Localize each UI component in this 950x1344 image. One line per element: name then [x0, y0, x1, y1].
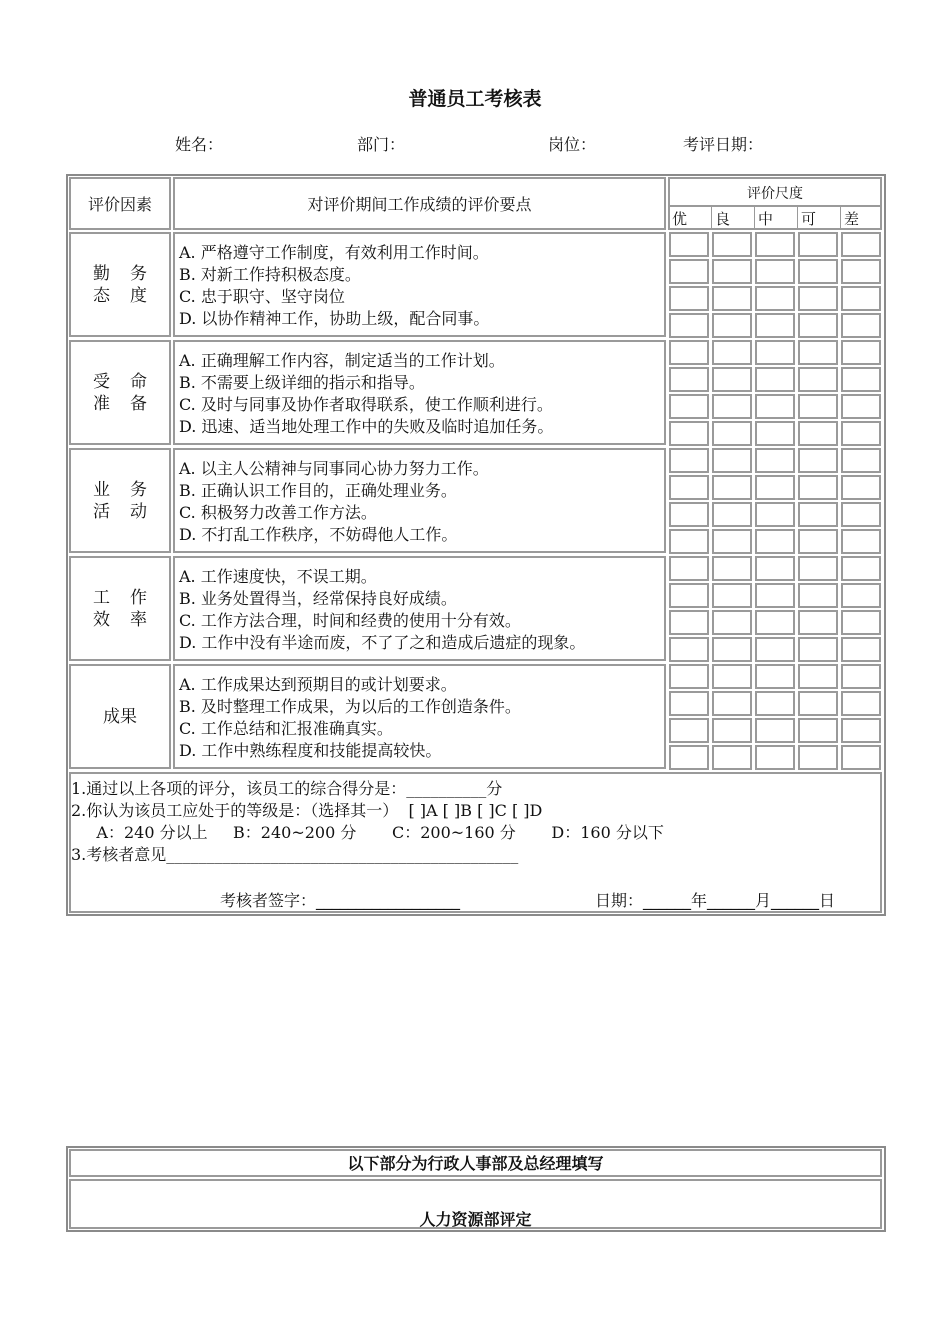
dept-label: 部门： — [357, 135, 406, 154]
rating-box-excellent[interactable] — [669, 475, 709, 500]
factor-assignment-preparation: 受命 准备 — [69, 340, 171, 445]
rating-box-poor[interactable] — [841, 475, 881, 500]
list-item: C. 工作总结和汇报准确真实。 — [179, 719, 393, 738]
rating-box-good[interactable] — [712, 610, 752, 635]
rating-box-poor[interactable] — [841, 259, 881, 284]
scale-label-poor: 差 — [844, 210, 860, 228]
list-item: A. 工作速度快，不误工期。 — [179, 567, 377, 586]
rating-box-good[interactable] — [712, 556, 752, 581]
rating-box-poor[interactable] — [841, 718, 881, 743]
total-score-line: 1.通过以上各项的评分，该员工的综合得分是：__________分 — [71, 779, 503, 798]
points-work-efficiency — [173, 556, 666, 661]
rating-box-good[interactable] — [712, 691, 752, 716]
name-label: 姓名： — [175, 135, 224, 154]
rating-box-poor[interactable] — [841, 529, 881, 554]
grade-select-line: 2.你认为该员工应处于的等级是：（选择其一） [ ]A [ ]B [ ]C [ ]D — [71, 801, 543, 820]
rating-box-fair[interactable] — [798, 421, 838, 446]
factor-results: 成果 — [69, 664, 171, 769]
rating-box-fair[interactable] — [798, 286, 838, 311]
rating-box-good[interactable] — [712, 340, 752, 365]
rating-box-good[interactable] — [712, 664, 752, 689]
rating-box-excellent[interactable] — [669, 691, 709, 716]
rating-box-excellent[interactable] — [669, 313, 709, 338]
rating-box-poor[interactable] — [841, 340, 881, 365]
rating-box-good[interactable] — [712, 313, 752, 338]
signature-date: 日期：______年______月______日 — [595, 891, 836, 910]
hr-header-label: 以下部分为行政人事部及总经理填写 — [347, 1154, 604, 1173]
list-item: D. 工作中熟练程度和技能提高较快。 — [179, 741, 442, 760]
rating-box-fair[interactable] — [798, 529, 838, 554]
list-item: C. 工作方法合理，时间和经费的使用十分有效。 — [179, 611, 521, 630]
rating-box-average[interactable] — [755, 232, 795, 257]
rating-box-poor[interactable] — [841, 637, 881, 662]
rating-box-average[interactable] — [755, 448, 795, 473]
rating-box-good[interactable] — [712, 502, 752, 527]
rating-box-fair[interactable] — [798, 556, 838, 581]
header-points-label: 对评价期间工作成绩的评价要点 — [307, 195, 532, 214]
points-results — [173, 664, 666, 769]
rating-box-average[interactable] — [755, 367, 795, 392]
rating-box-average[interactable] — [755, 583, 795, 608]
scale-title: 评价尺度 — [747, 186, 803, 202]
scale-label-fair: 可 — [801, 210, 817, 228]
rating-box-average[interactable] — [755, 556, 795, 581]
rating-box-good[interactable] — [712, 232, 752, 257]
rating-box-fair[interactable] — [798, 637, 838, 662]
rating-box-excellent[interactable] — [669, 610, 709, 635]
rating-box-fair[interactable] — [798, 718, 838, 743]
rating-box-excellent[interactable] — [669, 286, 709, 311]
rating-box-poor[interactable] — [841, 583, 881, 608]
rating-box-excellent[interactable] — [669, 259, 709, 284]
rating-box-good[interactable] — [712, 529, 752, 554]
rating-box-excellent[interactable] — [669, 448, 709, 473]
rating-box-excellent[interactable] — [669, 340, 709, 365]
rating-box-average[interactable] — [755, 259, 795, 284]
rating-box-average[interactable] — [755, 664, 795, 689]
rating-box-good[interactable] — [712, 745, 752, 770]
rating-box-fair[interactable] — [798, 313, 838, 338]
scale-label-excellent: 优 — [672, 210, 688, 228]
header-points — [173, 177, 666, 230]
rating-box-excellent[interactable] — [669, 529, 709, 554]
rating-box-poor[interactable] — [841, 556, 881, 581]
rating-box-average[interactable] — [755, 421, 795, 446]
rating-box-poor[interactable] — [841, 421, 881, 446]
date-label: 考评日期： — [683, 135, 764, 154]
rating-box-fair[interactable] — [798, 259, 838, 284]
list-item: A. 严格遵守工作制度，有效利用工作时间。 — [179, 243, 489, 262]
rating-box-good[interactable] — [712, 286, 752, 311]
rating-box-poor[interactable] — [841, 313, 881, 338]
rating-box-fair[interactable] — [798, 394, 838, 419]
points-assignment-preparation — [173, 340, 666, 445]
factor-business-activity: 业务 活动 — [69, 448, 171, 553]
list-item: B. 对新工作持积极态度。 — [179, 265, 361, 284]
rating-box-excellent[interactable] — [669, 232, 709, 257]
list-item: A. 工作成果达到预期目的或计划要求。 — [179, 675, 457, 694]
rating-box-average[interactable] — [755, 637, 795, 662]
rating-box-excellent[interactable] — [669, 394, 709, 419]
rating-box-average[interactable] — [755, 610, 795, 635]
list-item: B. 正确认识工作目的，正确处理业务。 — [179, 481, 457, 500]
rating-box-good[interactable] — [712, 637, 752, 662]
summary-text — [71, 778, 664, 866]
rating-box-good[interactable] — [712, 259, 752, 284]
rating-box-average[interactable] — [755, 394, 795, 419]
rating-box-excellent[interactable] — [669, 718, 709, 743]
hr-header — [69, 1149, 882, 1177]
post-label: 岗位： — [548, 135, 597, 154]
rating-box-fair[interactable] — [798, 664, 838, 689]
rating-box-fair[interactable] — [798, 691, 838, 716]
rating-box-average[interactable] — [755, 691, 795, 716]
rating-box-poor[interactable] — [841, 448, 881, 473]
rating-box-average[interactable] — [755, 286, 795, 311]
rating-box-good[interactable] — [712, 421, 752, 446]
header-factor — [69, 177, 171, 230]
list-item: A. 正确理解工作内容，制定适当的工作计划。 — [179, 351, 505, 370]
rating-box-excellent[interactable] — [669, 664, 709, 689]
factor-work-efficiency: 工作 效率 — [69, 556, 171, 661]
rating-box-good[interactable] — [712, 367, 752, 392]
scale-divider — [668, 205, 882, 207]
rating-box-average[interactable] — [755, 340, 795, 365]
grade-legend-line: A：240 分以上 B：240~200 分 C：200~160 分 D：160 分以下 — [71, 823, 664, 842]
rating-box-average[interactable] — [755, 745, 795, 770]
hr-evaluation — [69, 1179, 882, 1229]
rating-box-good[interactable] — [712, 448, 752, 473]
rating-box-good[interactable] — [712, 475, 752, 500]
rating-box-fair[interactable] — [798, 367, 838, 392]
rating-box-average[interactable] — [755, 502, 795, 527]
hr-evaluation-label: 人力资源部评定 — [419, 1210, 532, 1229]
rating-box-average[interactable] — [755, 718, 795, 743]
list-item: D. 不打乱工作秩序，不妨碍他人工作。 — [179, 525, 458, 544]
list-item: B. 业务处置得当，经常保持良好成绩。 — [179, 589, 457, 608]
factor-attendance-attitude: 勤务 态度 — [69, 232, 171, 337]
rating-box-good[interactable] — [712, 718, 752, 743]
scale-label-average: 中 — [758, 210, 774, 228]
rating-box-excellent[interactable] — [669, 421, 709, 446]
rating-box-fair[interactable] — [798, 340, 838, 365]
rating-box-poor[interactable] — [841, 502, 881, 527]
rating-box-excellent[interactable] — [669, 556, 709, 581]
list-item: D. 迅速、适当地处理工作中的失败及临时追加任务。 — [179, 417, 554, 436]
reviewer-signature: 考核者签字：__________________ — [220, 891, 461, 910]
reviewer-opinion-line: 3.考核者意见____________________________________________ — [71, 845, 519, 864]
list-item: C. 及时与同事及协作者取得联系，使工作顺利进行。 — [179, 395, 553, 414]
rating-box-fair[interactable] — [798, 610, 838, 635]
rating-box-excellent[interactable] — [669, 745, 709, 770]
rating-box-fair[interactable] — [798, 583, 838, 608]
list-item: B. 不需要上级详细的指示和指导。 — [179, 373, 425, 392]
points-attendance-attitude — [173, 232, 666, 337]
rating-box-good[interactable] — [712, 583, 752, 608]
list-item: A. 以主人公精神与同事同心协力努力工作。 — [179, 459, 489, 478]
rating-box-average[interactable] — [755, 529, 795, 554]
list-item: B. 及时整理工作成果，为以后的工作创造条件。 — [179, 697, 521, 716]
rating-box-excellent[interactable] — [669, 583, 709, 608]
list-item: D. 工作中没有半途而废，不了了之和造成后遗症的现象。 — [179, 633, 586, 652]
rating-box-poor[interactable] — [841, 664, 881, 689]
rating-box-poor[interactable] — [841, 610, 881, 635]
list-item: C. 忠于职守、坚守岗位 — [179, 287, 345, 306]
rating-box-excellent[interactable] — [669, 502, 709, 527]
rating-box-good[interactable] — [712, 394, 752, 419]
rating-box-poor[interactable] — [841, 394, 881, 419]
page-title: 普通员工考核表 — [408, 88, 542, 110]
rating-box-excellent[interactable] — [669, 367, 709, 392]
rating-box-fair[interactable] — [798, 232, 838, 257]
rating-box-poor[interactable] — [841, 367, 881, 392]
rating-box-average[interactable] — [755, 313, 795, 338]
points-business-activity — [173, 448, 666, 553]
rating-box-poor[interactable] — [841, 745, 881, 770]
rating-box-fair[interactable] — [798, 745, 838, 770]
rating-box-poor[interactable] — [841, 232, 881, 257]
list-item: C. 积极努力改善工作方法。 — [179, 503, 377, 522]
rating-box-fair[interactable] — [798, 475, 838, 500]
rating-box-fair[interactable] — [798, 448, 838, 473]
header-factor-label: 评价因素 — [87, 195, 152, 214]
rating-box-fair[interactable] — [798, 502, 838, 527]
scale-label-good: 良 — [715, 210, 731, 228]
rating-box-average[interactable] — [755, 475, 795, 500]
rating-box-poor[interactable] — [841, 286, 881, 311]
rating-box-poor[interactable] — [841, 691, 881, 716]
list-item: D. 以协作精神工作，协助上级，配合同事。 — [179, 309, 490, 328]
rating-box-excellent[interactable] — [669, 637, 709, 662]
